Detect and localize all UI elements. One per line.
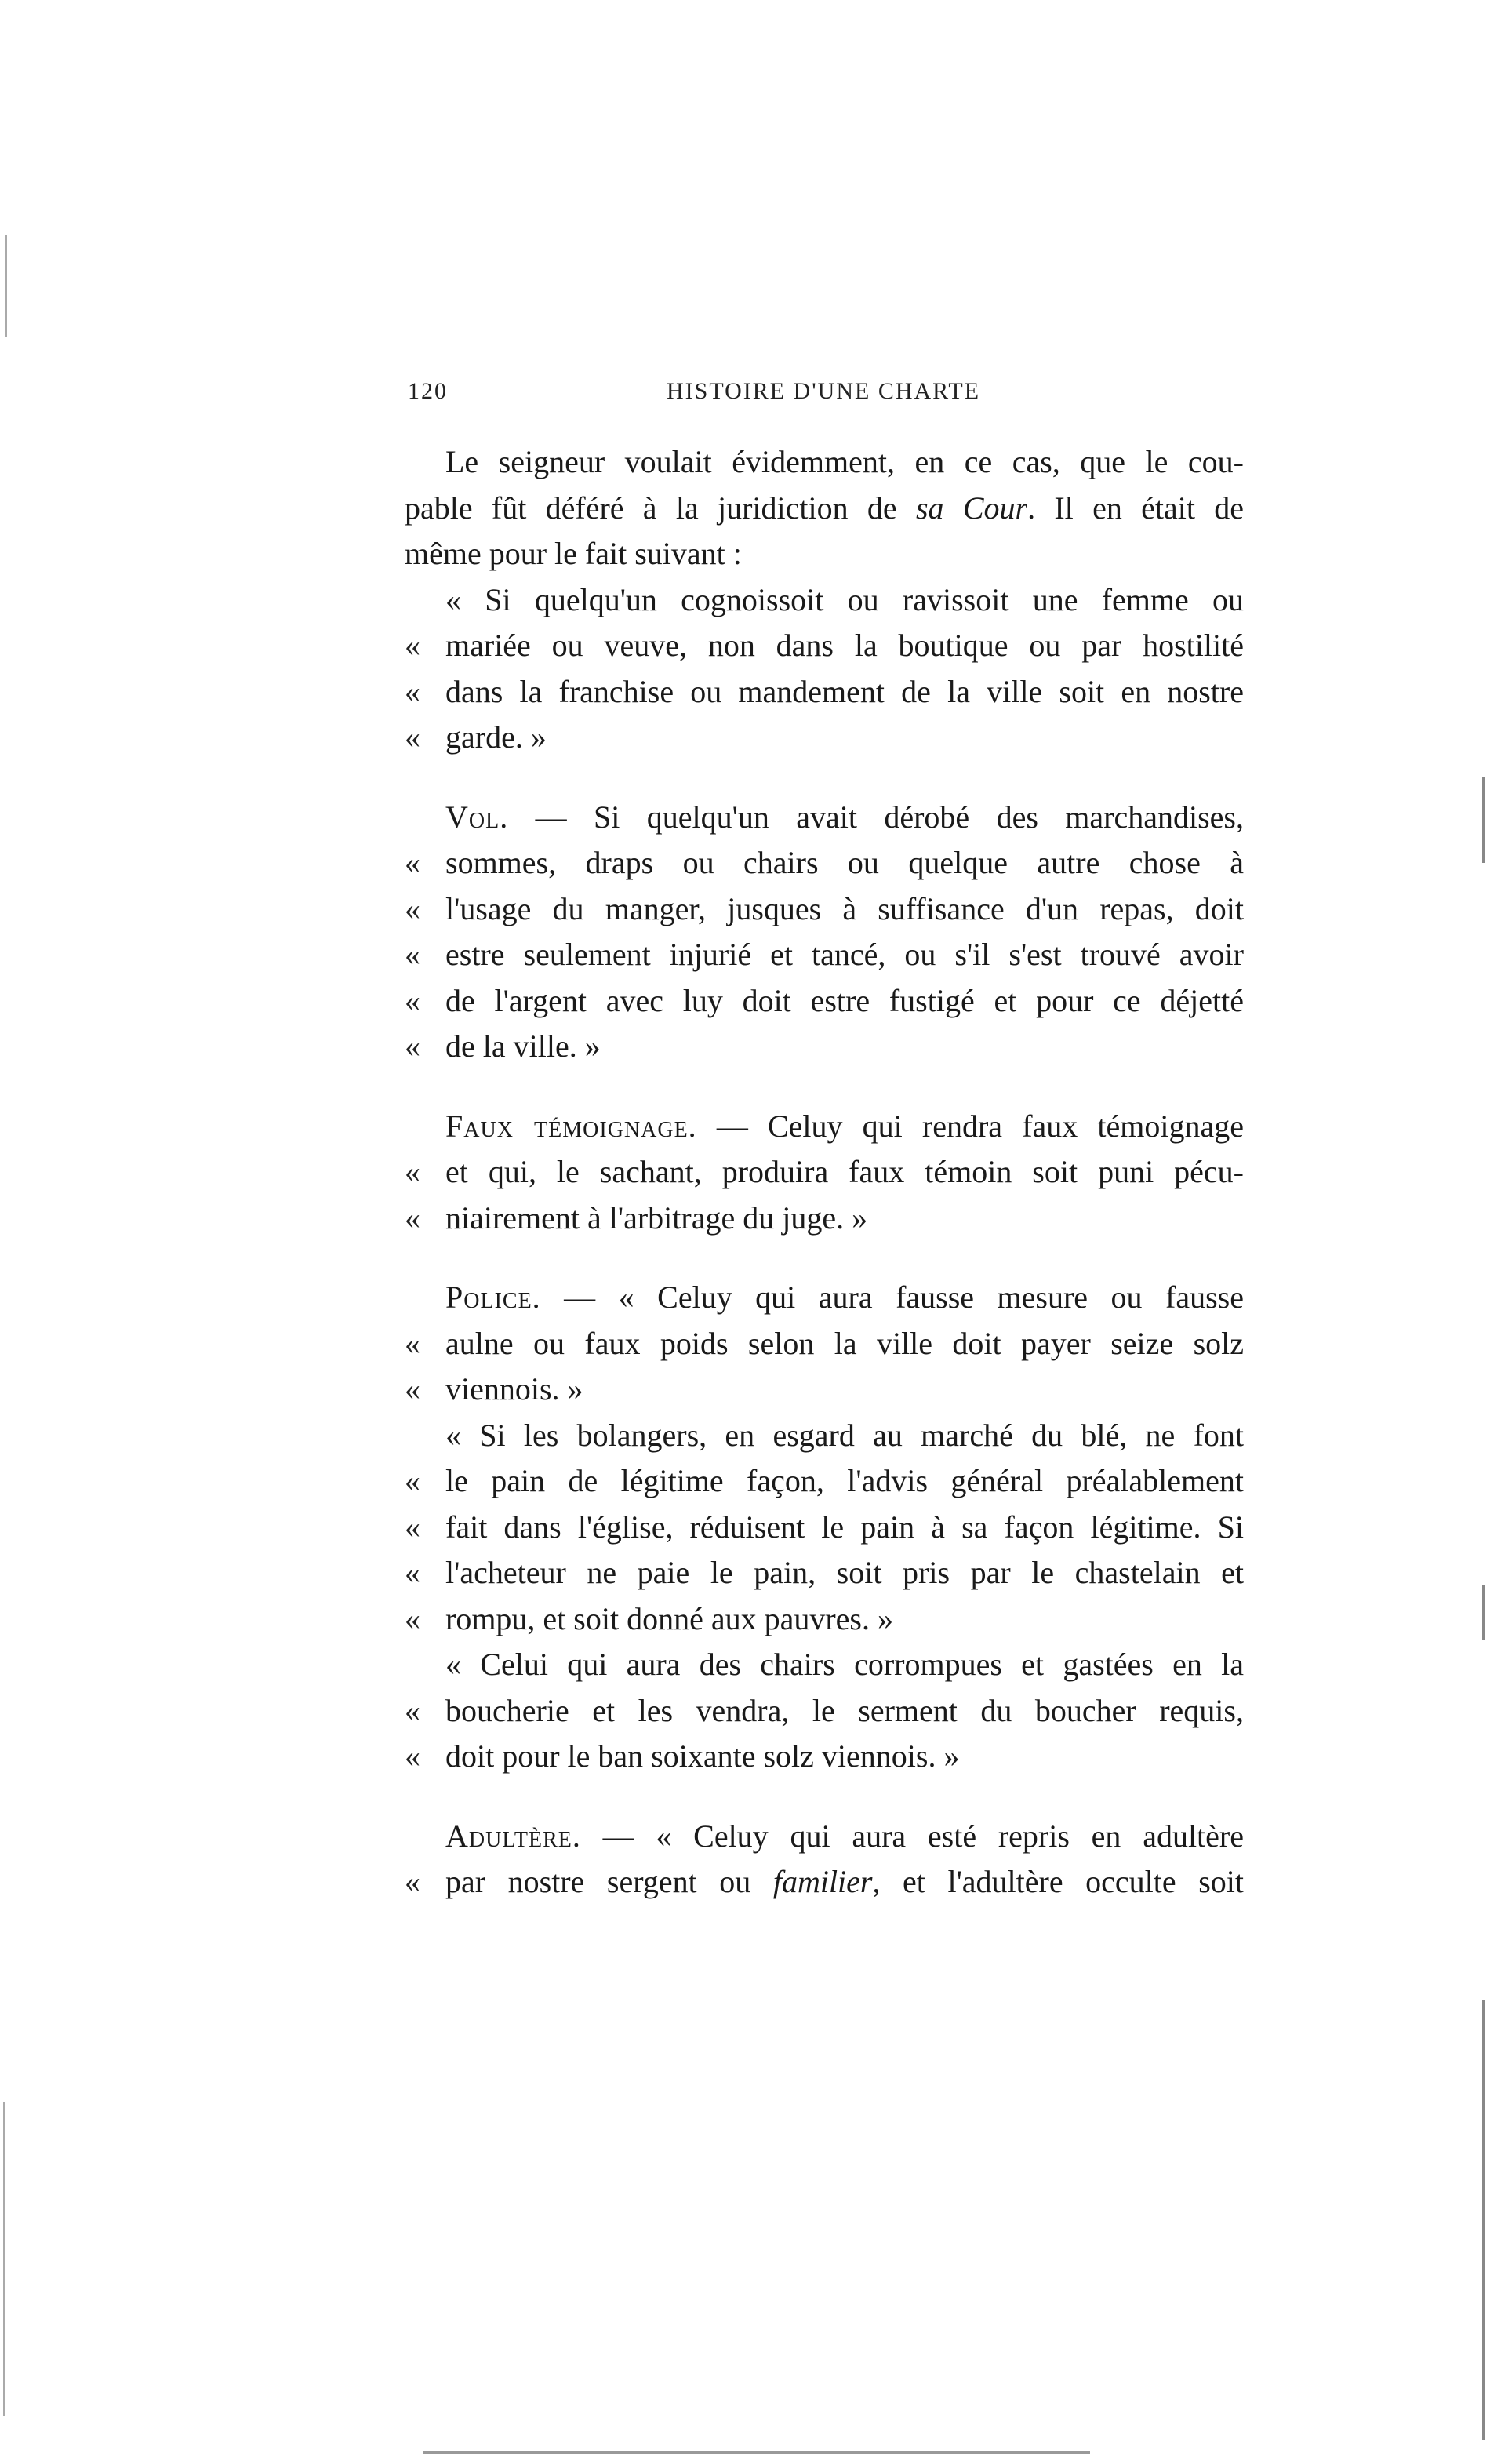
quote-mark: « — [405, 628, 420, 663]
section-heading-faux-temoignage: Faux témoignage. — [445, 1108, 697, 1144]
quote-mark: « — [405, 1463, 420, 1498]
text-line: « aulne ou faux poids selon la ville doit payer seize solz — [405, 1321, 1244, 1367]
italic-sa-cour: sa Cour — [915, 490, 1028, 526]
paragraph-bolangers — [405, 1413, 1244, 1643]
margin-rule-right — [1482, 777, 1485, 863]
section-vol — [405, 795, 1244, 1070]
quote-mark: « — [405, 1325, 420, 1361]
section-heading-police: Police. — [445, 1279, 541, 1315]
page-number: 120 — [408, 378, 448, 404]
margin-rule-left — [3, 2102, 5, 2416]
paragraph-chairs — [405, 1642, 1244, 1780]
quote-mark: « — [405, 1555, 420, 1590]
quote-mark: « — [405, 1864, 420, 1899]
paragraph-intro — [405, 439, 1244, 577]
running-title: HISTOIRE D'UNE CHARTE — [667, 378, 981, 404]
quote-mark: « — [405, 1600, 420, 1636]
margin-rule-right — [1482, 2000, 1485, 2440]
text-line: « niairement à l'arbitrage du juge. » — [405, 1196, 1244, 1242]
text-line: Faux témoignage. — Celuy qui rendra faux témoignage — [445, 1108, 1245, 1144]
text-line: « doit pour le ban soixante solz viennois. » — [405, 1734, 1244, 1780]
quote-mark: « — [405, 937, 420, 972]
section-adultere — [405, 1814, 1244, 1905]
section-faux-temoignage — [405, 1104, 1244, 1242]
text-line: « fait dans l'église, réduisent le pain à sa façon légitime. Si — [405, 1505, 1244, 1551]
quote-mark: « — [405, 890, 420, 926]
text-line: Vol. — Si quelqu'un avait dérobé des marchandises, — [445, 799, 1244, 835]
running-head — [408, 378, 1245, 413]
quote-mark: « — [405, 1028, 420, 1064]
text-line: « Celui qui aura des chairs corrompues et gastées en la — [445, 1647, 1244, 1682]
text-line: « l'usage du manger, jusques à suffisance d'un repas, doit — [405, 886, 1244, 933]
quote-mark: « — [405, 1692, 420, 1728]
quote-mark: « — [405, 719, 420, 755]
text-line: « estre seulement injurié et tancé, ou s'il s'est trouvé avoir — [405, 932, 1244, 978]
text-line: « mariée ou veuve, non dans la boutique ou par hostilité — [405, 623, 1244, 669]
text-line: Police. — « Celuy qui aura fausse mesure ou fausse — [445, 1279, 1244, 1315]
section-heading-adultere: Adultère. — [445, 1818, 581, 1854]
section-heading-vol: Vol. — [445, 799, 509, 835]
text-line: « de l'argent avec luy doit estre fustigé et pour ce déjetté — [405, 978, 1244, 1025]
text-line: Adultère. — « Celuy qui aura esté repris en adultère — [445, 1818, 1244, 1854]
text-line: « par nostre sergent ou familier, et l'adultère occulte soit — [405, 1859, 1244, 1905]
text-line: « Si les bolangers, en esgard au marché du blé, ne font — [445, 1417, 1244, 1453]
quote-mark: « — [405, 673, 420, 709]
italic-familier: familier — [772, 1864, 873, 1899]
section-police — [405, 1275, 1244, 1413]
text-line: « rompu, et soit donné aux pauvres. » — [405, 1596, 1244, 1643]
text-line: « sommes, draps ou chairs ou quelque autre chose à — [405, 840, 1244, 886]
text-line: pable fût déféré à la juridiction de sa Cour. Il en était de — [405, 490, 1245, 526]
quote-mark: « — [405, 845, 420, 880]
text-line: « dans la franchise ou mandement de la ville soit en nostre — [405, 669, 1244, 715]
paragraph-quote-femme — [405, 577, 1244, 761]
text-line: « garde. » — [405, 715, 1244, 761]
quote-mark: « — [405, 1371, 420, 1407]
bottom-rule — [423, 2451, 1090, 2454]
text-line: « l'acheteur ne paie le pain, soit pris par le chastelain et — [405, 1550, 1244, 1596]
body-text — [405, 439, 1244, 1905]
quote-mark: « — [405, 1199, 420, 1236]
text-line: « viennois. » — [405, 1367, 1244, 1413]
margin-rule-left — [5, 235, 7, 337]
text-line: même pour le fait suivant : — [405, 536, 742, 571]
text-line: « de la ville. » — [405, 1024, 1244, 1070]
quote-mark: « — [405, 982, 420, 1018]
margin-rule-right — [1482, 1585, 1485, 1640]
text-line: « et qui, le sachant, produira faux témoin soit puni pécu- — [405, 1149, 1244, 1196]
text-line: « le pain de légitime façon, l'advis général préalablement — [405, 1458, 1244, 1505]
quote-mark: « — [405, 1509, 420, 1545]
text-line: « Si quelqu'un cognoissoit ou ravissoit une femme ou — [445, 581, 1244, 617]
text-line: Le seigneur voulait évidemment, en ce cas, que le cou- — [445, 444, 1244, 479]
text-line: « boucherie et les vendra, le serment du boucher requis, — [405, 1688, 1244, 1734]
quote-mark: « — [405, 1738, 420, 1774]
quote-mark: « — [405, 1154, 420, 1189]
